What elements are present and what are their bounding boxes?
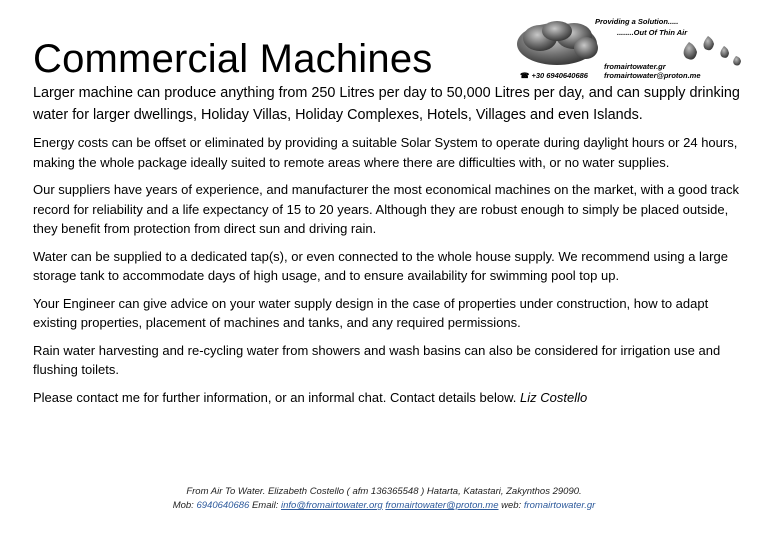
page-title: Commercial Machines xyxy=(33,37,433,81)
footer-web-label: web: xyxy=(501,500,522,511)
contact-paragraph xyxy=(33,388,745,408)
logo-tagline-2: ........Out Of Thin Air xyxy=(617,28,688,37)
footer-email-link-1[interactable]: info@fromairtowater.org xyxy=(281,500,383,511)
footer-email-label: Email: xyxy=(251,500,279,511)
footer-mob-label: Mob: xyxy=(172,500,194,511)
contact-text: Please contact me for further information, or an informal chat. Contact details below. xyxy=(33,389,517,405)
supply-paragraph: Water can be supplied to a dedicated tap(s), or even connected to the whole house supply. We recommend using a large storage tank to accommodate days of high usage, and to ensure availability for swimming pool top up. xyxy=(33,248,728,283)
footer-mobile-number[interactable]: 6940640686 xyxy=(196,500,250,511)
engineer-paragraph: Your Engineer can give advice on your water supply design in the case of properties under construction, how to adapt existing properties, placement of machines and tanks, and any required permissions. xyxy=(33,295,709,330)
logo-email-2: fromairtowater@proton.me xyxy=(604,71,701,80)
footer-web-link[interactable]: fromairtowater.gr xyxy=(523,500,596,511)
signature: Liz Costello xyxy=(520,389,588,405)
logo-email-1: fromairtowater.gr xyxy=(604,62,666,71)
rain-paragraph: Rain water harvesting and re-cycling water from showers and wash basins can also be considered for irrigation use and flushing toilets. xyxy=(33,342,721,377)
energy-paragraph: Energy costs can be offset or eliminated by providing a suitable Solar System to operate during daylight hours or 24 hours, making the whole package ideally suited to remote areas where there are difficulties with, or no water supplies. xyxy=(33,135,738,170)
intro-paragraph: Larger machine can produce anything from 250 Litres per day to 50,000 Litres per day, and can supply drinking water for larger dwellings, Holiday Villas, Holiday Complexes, Hotels, Villages and even Islands. xyxy=(33,85,740,123)
footer-email-link-2[interactable]: fromairtowater@proton.me xyxy=(385,500,499,511)
footer-address: From Air To Water. Elizabeth Costello ( afm 136365548 ) Hatarta, Katastari, Zakynthos 29090. xyxy=(186,486,582,497)
cloud-icon xyxy=(517,21,598,65)
phone-icon: ☎ xyxy=(520,71,530,80)
footer-contacts xyxy=(0,500,768,511)
logo-phone-number: +30 6940640686 xyxy=(531,71,588,80)
suppliers-paragraph: Our suppliers have years of experience, and manufacturer the most economical machines on the market, with a good track record for reliability and a life expectancy of 15 to 20 years. Although they are robust enough to simply be placed outside, they benefit from protection from direct sun and driving rain. xyxy=(33,182,739,236)
body-text xyxy=(33,82,745,415)
logo-phone xyxy=(520,71,588,80)
logo-tagline-1: Providing a Solution..... xyxy=(595,17,679,26)
water-drops-icon xyxy=(684,36,741,66)
